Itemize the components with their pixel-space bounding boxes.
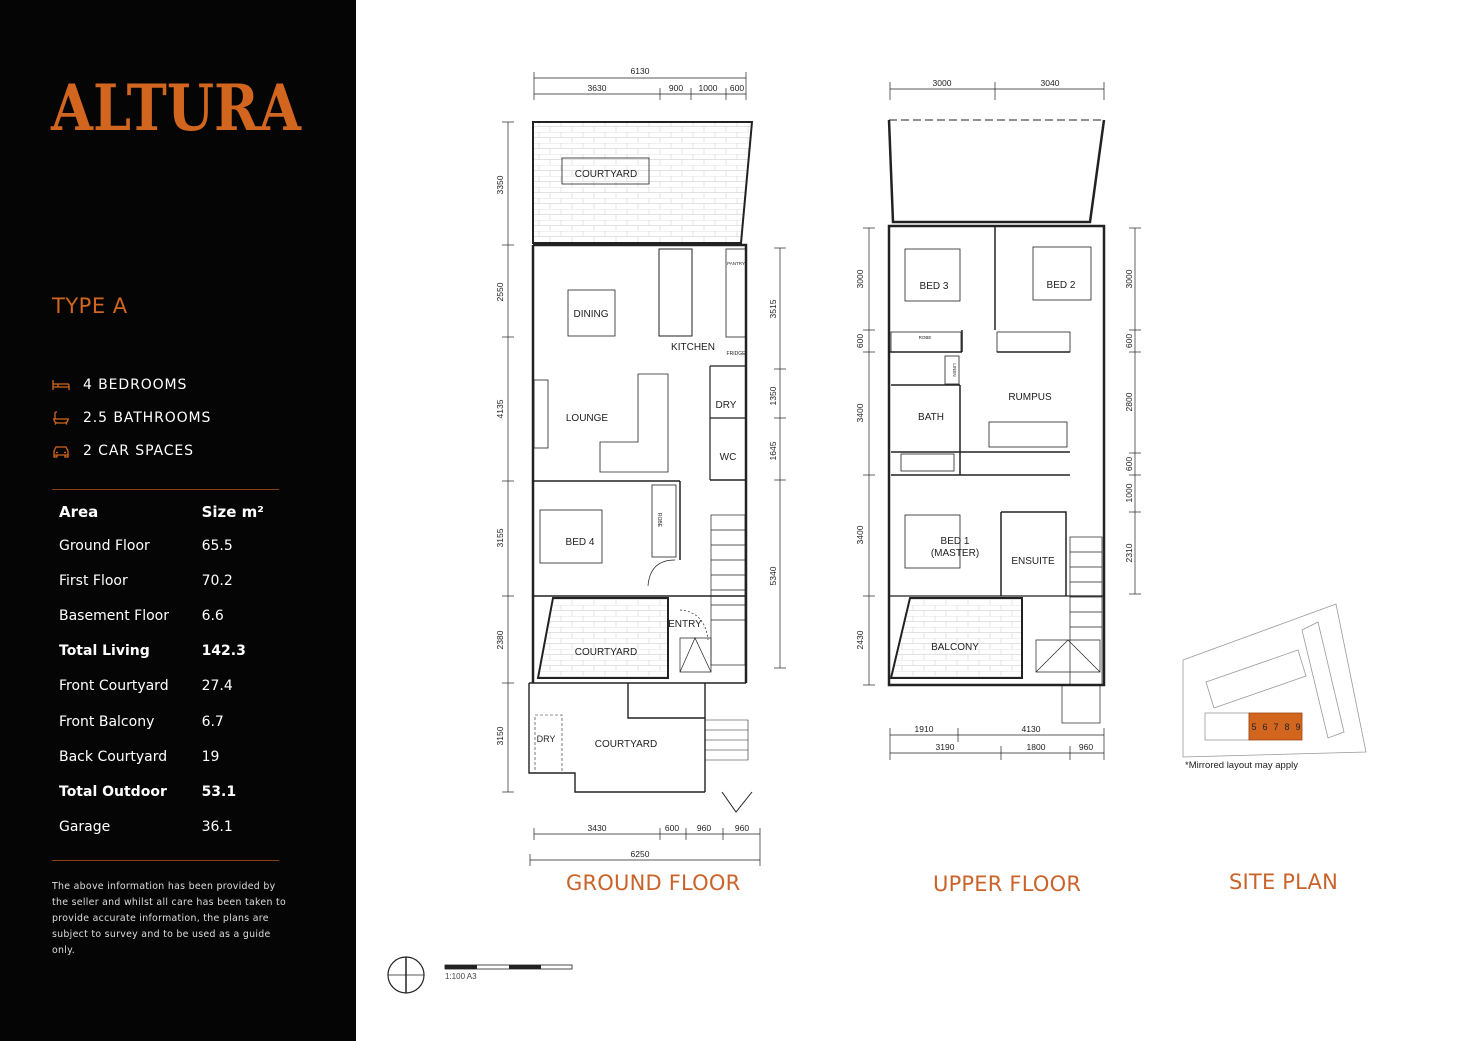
dimension-label: 3150 — [495, 726, 505, 746]
dimension-label: 3000 — [1124, 269, 1134, 289]
area-name: Front Balcony — [59, 713, 155, 730]
room-label: BED 1 — [940, 536, 970, 547]
dimension-label: 6130 — [630, 66, 650, 76]
upper-top-dimensions — [890, 82, 1104, 100]
area-name: Back Courtyard — [59, 748, 168, 765]
room-label: ENTRY — [668, 619, 702, 630]
room-label: BALCONY — [931, 642, 979, 653]
ground-floor-title: GROUND FLOOR — [566, 871, 741, 895]
room-label: KITCHEN — [671, 342, 715, 353]
room-label: FRIDGE — [726, 351, 746, 357]
room-label: ROBE — [918, 335, 932, 340]
dimension-label: 2380 — [495, 630, 505, 650]
area-name: First Floor — [59, 572, 128, 589]
feature-label: 2.5 BATHROOMS — [83, 409, 212, 426]
dimension-label: 3000 — [855, 269, 865, 289]
mirrored-note: *Mirrored layout may apply — [1185, 760, 1298, 771]
dimension-label: 960 — [734, 823, 750, 833]
room-label: DRY — [536, 734, 556, 744]
room-label: LINEN — [952, 363, 957, 377]
dimension-label: 4130 — [1021, 724, 1041, 734]
dimension-label: 1800 — [1026, 742, 1046, 752]
area-size: 53.1 — [201, 783, 237, 800]
column-header-size: Size m² — [201, 503, 264, 521]
column-header-area: Area — [59, 503, 99, 521]
area-size: 142.3 — [201, 643, 246, 660]
unit-label: 5 — [1251, 722, 1257, 732]
dimension-label: 2310 — [1124, 543, 1134, 563]
area-name: Front Courtyard — [59, 678, 169, 695]
feature-label: 4 BEDROOMS — [83, 376, 188, 393]
room-label: DINING — [573, 309, 609, 320]
scale-label: 1:100 A3 — [445, 972, 477, 981]
dimension-label: 1000 — [1124, 483, 1134, 503]
area-size: 27.4 — [201, 678, 233, 695]
ground-left-dimensions — [502, 122, 514, 792]
room-label: DRY — [715, 400, 737, 411]
site-plan-title: SITE PLAN — [1229, 870, 1339, 894]
dimension-label: 600 — [729, 83, 745, 93]
room-label: ROBE — [656, 512, 662, 528]
dimension-label: 3190 — [935, 742, 955, 752]
dimension-label: 3000 — [932, 78, 952, 88]
area-size: 6.6 — [201, 607, 224, 624]
north-arrow-icon — [388, 957, 424, 993]
upper-floor-title: UPPER FLOOR — [933, 872, 1082, 896]
dimension-label: 3400 — [855, 403, 865, 423]
dimension-label: 3630 — [587, 83, 607, 93]
room-label: COURTYARD — [594, 739, 658, 750]
upper-floor-plan — [863, 82, 1141, 760]
dimension-label: 4135 — [495, 399, 505, 419]
dimension-label: 960 — [1078, 742, 1094, 752]
area-size: 70.2 — [201, 572, 233, 589]
type-label: TYPE A — [52, 294, 128, 318]
room-label: RUMPUS — [1008, 392, 1052, 403]
dimension-label: 1350 — [768, 386, 778, 406]
site-plan-map — [1183, 604, 1366, 757]
dimension-label: 2550 — [495, 282, 505, 302]
dimension-label: 6250 — [630, 849, 650, 859]
room-label: BATH — [918, 412, 944, 423]
room-label: LOUNGE — [565, 413, 609, 424]
ground-stairs — [680, 515, 745, 672]
dimension-label: 1000 — [698, 83, 718, 93]
area-size: 36.1 — [201, 819, 233, 836]
room-label: (MASTER) — [930, 548, 980, 559]
upper-left-dimensions — [863, 228, 875, 685]
dimension-label: 1910 — [914, 724, 934, 734]
dimension-label: 3040 — [1040, 78, 1060, 88]
unit-label: 8 — [1284, 722, 1290, 732]
area-name: Ground Floor — [59, 537, 150, 554]
unit-label: 7 — [1273, 722, 1279, 732]
room-label: BED 4 — [565, 537, 595, 548]
dimension-label: 3155 — [495, 528, 505, 548]
room-label: BED 2 — [1046, 280, 1076, 291]
ground-bottom-dimensions — [530, 828, 760, 866]
disclaimer-text: The above information has been provided by the seller and whilst all care has been taken to provide accurate information, the plans are subject to survey and to be used as a guide only. — [52, 881, 287, 956]
dimension-label: 3400 — [855, 525, 865, 545]
dimension-label: 600 — [664, 823, 680, 833]
area-name: Total Outdoor — [59, 783, 167, 800]
dimension-label: 2800 — [1124, 392, 1134, 412]
area-size: 65.5 — [201, 537, 233, 554]
unit-label: 6 — [1262, 722, 1268, 732]
room-label: COURTYARD — [574, 169, 638, 180]
dimension-label: 900 — [668, 83, 684, 93]
area-size: 6.7 — [201, 713, 224, 730]
area-name: Garage — [59, 819, 111, 836]
dimension-label: 5340 — [768, 566, 778, 586]
scale-bar — [445, 965, 572, 969]
svg-text:ALTURA: ALTURA — [50, 71, 303, 146]
dimension-label: 960 — [696, 823, 712, 833]
room-label: COURTYARD — [574, 647, 638, 658]
dimension-label: 600 — [1124, 456, 1134, 472]
room-label: ENSUITE — [1011, 556, 1055, 567]
area-name: Total Living — [59, 643, 150, 660]
feature-label: 2 CAR SPACES — [83, 442, 194, 459]
dimension-label: 3515 — [768, 299, 778, 319]
area-name: Basement Floor — [59, 607, 169, 624]
dimension-label: 600 — [1124, 333, 1134, 349]
dimension-label: 3350 — [495, 175, 505, 195]
room-label: BED 3 — [919, 281, 949, 292]
dimension-label: 600 — [855, 333, 865, 349]
dimension-label: 2430 — [855, 630, 865, 650]
dimension-label: 3430 — [587, 823, 607, 833]
area-size: 19 — [201, 748, 220, 765]
dimension-label: 1645 — [768, 441, 778, 461]
unit-label: 9 — [1295, 722, 1301, 732]
room-label: PANTRY — [727, 261, 745, 266]
room-label: WC — [719, 452, 737, 463]
